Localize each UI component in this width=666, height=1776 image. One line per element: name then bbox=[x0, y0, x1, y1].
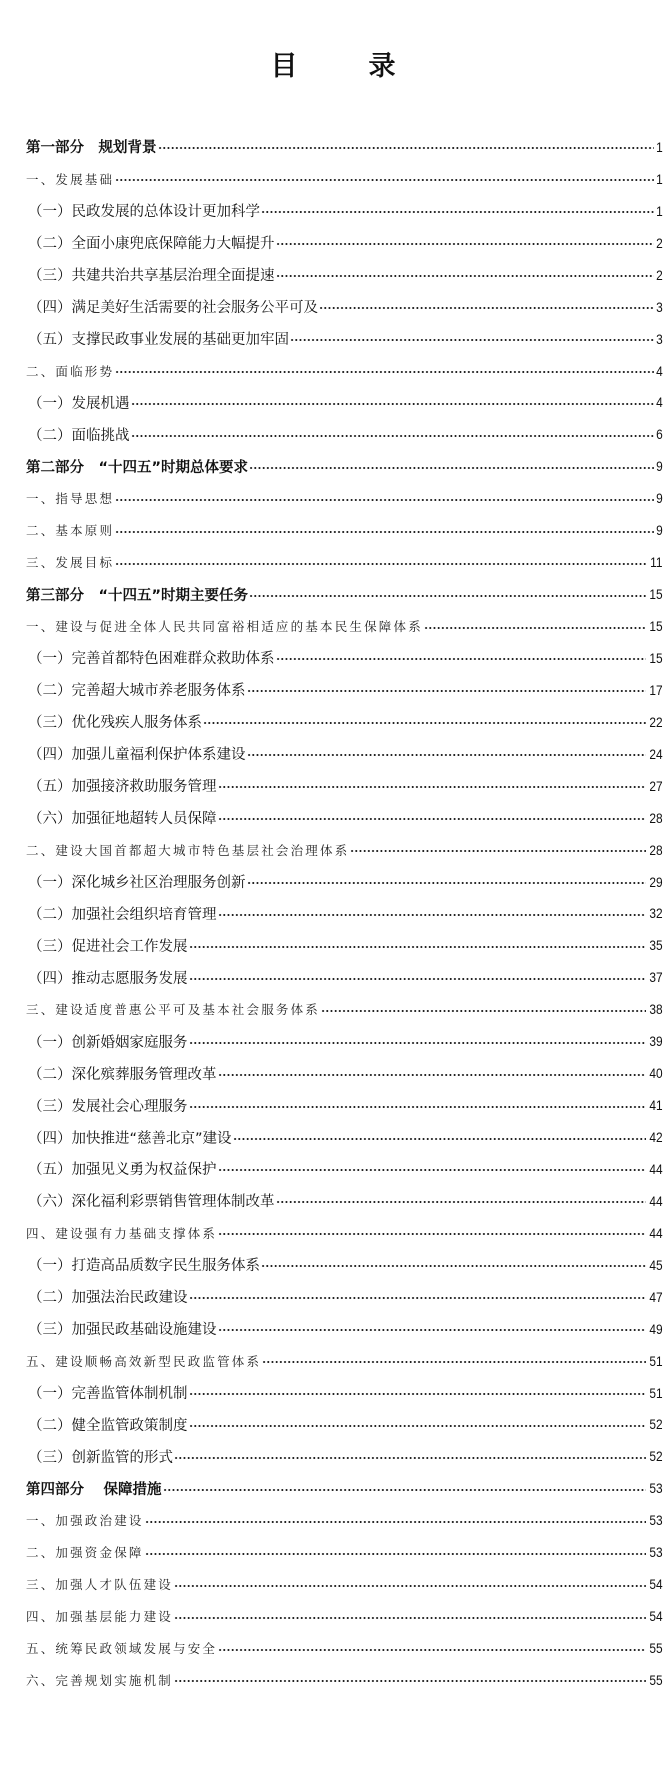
toc-entry-label: 三、加强人才队伍建设 bbox=[26, 1577, 174, 1593]
toc-entry-sub[interactable] bbox=[26, 227, 663, 259]
toc-entry-page-number: 53 bbox=[649, 1512, 663, 1529]
dot-leader bbox=[262, 1361, 646, 1363]
dot-leader bbox=[424, 627, 647, 629]
toc-entry-page-number: 51 bbox=[649, 1384, 663, 1401]
toc-entry-sub[interactable] bbox=[26, 961, 663, 993]
toc-entry-label: （三）共建共治共享基层治理全面提速 bbox=[28, 268, 275, 285]
dot-leader bbox=[189, 1042, 647, 1044]
toc-entry-sub[interactable] bbox=[26, 1281, 663, 1313]
toc-entry-section[interactable] bbox=[26, 1600, 663, 1632]
toc-entry-section[interactable] bbox=[26, 1664, 663, 1696]
toc-entry-label: （三）优化残疾人服务体系 bbox=[28, 715, 202, 732]
toc-entry-section[interactable] bbox=[26, 1504, 663, 1536]
toc-entry-label: （五）加强见义勇为权益保护 bbox=[28, 1162, 217, 1179]
toc-entry-page-number: 9 bbox=[656, 522, 663, 539]
dot-leader bbox=[290, 339, 654, 341]
dot-leader bbox=[218, 1233, 646, 1235]
toc-entry-page-number: 35 bbox=[649, 937, 663, 954]
toc-entry-label: （二）全面小康兜底保障能力大幅提升 bbox=[28, 236, 275, 253]
toc-entry-label: （一）创新婚姻家庭服务 bbox=[28, 1034, 188, 1051]
toc-entry-page-number: 9 bbox=[656, 490, 663, 507]
toc-entry-label: 二、建设大国首都超大城市特色基层社会治理体系 bbox=[26, 842, 350, 858]
toc-entry-page-number: 49 bbox=[649, 1320, 663, 1337]
dot-leader bbox=[218, 818, 647, 820]
dot-leader bbox=[174, 1617, 646, 1619]
toc-entry-page-number: 15 bbox=[649, 649, 663, 666]
dot-leader bbox=[249, 467, 654, 469]
toc-entry-page-number: 42 bbox=[649, 1129, 663, 1146]
toc-entry-section[interactable] bbox=[26, 1568, 663, 1600]
toc-entry-sub[interactable] bbox=[26, 1153, 663, 1185]
toc-entry-section[interactable] bbox=[26, 482, 663, 514]
toc-entry-label: （二）面临挑战 bbox=[28, 427, 130, 444]
dot-leader bbox=[115, 563, 647, 565]
toc-entry-sub[interactable] bbox=[26, 323, 663, 355]
toc-entry-label: （二）完善超大城市养老服务体系 bbox=[28, 683, 246, 700]
toc-entry-label: （三）促进社会工作发展 bbox=[28, 938, 188, 955]
dot-leader bbox=[218, 1329, 647, 1331]
toc-entry-sub[interactable] bbox=[26, 1377, 663, 1409]
dot-leader bbox=[189, 978, 647, 980]
toc-entry-label: 第四部分 保障措施 bbox=[26, 1481, 162, 1498]
toc-entry-label: 一、发展基础 bbox=[26, 171, 115, 187]
toc-entry-page-number: 3 bbox=[656, 330, 663, 347]
toc-entry-page-number: 54 bbox=[649, 1576, 663, 1593]
toc-entry-section[interactable] bbox=[26, 610, 663, 642]
dot-leader bbox=[189, 946, 647, 948]
toc-entry-page-number: 11 bbox=[650, 554, 663, 571]
toc-entry-label: 一、指导思想 bbox=[26, 491, 115, 507]
toc-entry-section[interactable] bbox=[26, 355, 663, 387]
dot-leader bbox=[350, 850, 646, 852]
toc-entry-page-number: 37 bbox=[649, 969, 663, 986]
toc-entry-label: （四）加快推进“慈善北京”建设 bbox=[28, 1130, 232, 1147]
toc-entry-page-number: 3 bbox=[656, 298, 663, 315]
toc-entry-page-number: 4 bbox=[656, 362, 663, 379]
toc-entry-sub[interactable] bbox=[26, 1409, 663, 1441]
toc-entry-sub[interactable] bbox=[26, 1025, 663, 1057]
dot-leader bbox=[163, 1489, 647, 1491]
dot-leader bbox=[218, 1169, 647, 1171]
toc-entry-label: 第二部分 “十四五”时期总体要求 bbox=[26, 459, 249, 476]
dot-leader bbox=[131, 435, 655, 437]
dot-leader bbox=[247, 690, 647, 692]
dot-leader bbox=[249, 595, 646, 597]
toc-entry-page-number: 55 bbox=[649, 1671, 663, 1688]
toc-entry-page-number: 15 bbox=[649, 586, 663, 603]
toc-entry-label: （四）满足美好生活需要的社会服务公平可及 bbox=[28, 300, 318, 317]
toc-entry-label: （二）健全监管政策制度 bbox=[28, 1417, 188, 1434]
toc-entry-sub[interactable] bbox=[26, 1313, 663, 1345]
toc-entry-sub[interactable] bbox=[26, 674, 663, 706]
dot-leader bbox=[276, 243, 655, 245]
toc-entry-page-number: 52 bbox=[649, 1448, 663, 1465]
toc-entry-section[interactable] bbox=[26, 514, 663, 546]
dot-leader bbox=[189, 1297, 647, 1299]
toc-entry-label: （一）完善监管体制机制 bbox=[28, 1386, 188, 1403]
toc-entry-page-number: 17 bbox=[649, 681, 663, 698]
toc-entry-page-number: 32 bbox=[649, 905, 663, 922]
toc-entry-section[interactable] bbox=[26, 1632, 663, 1664]
toc-entry-label: （一）打造高品质数字民生服务体系 bbox=[28, 1258, 260, 1275]
toc-entry-page-number: 29 bbox=[649, 873, 663, 890]
toc-entry-label: 二、基本原则 bbox=[26, 523, 115, 539]
dot-leader bbox=[115, 179, 654, 181]
toc-entry-label: （六）加强征地超转人员保障 bbox=[28, 811, 217, 828]
dot-leader bbox=[145, 1553, 647, 1555]
dot-leader bbox=[261, 211, 654, 213]
toc-entry-sub[interactable] bbox=[26, 195, 663, 227]
toc-entry-label: （二）深化殡葬服务管理改革 bbox=[28, 1066, 217, 1083]
toc-entry-label: 一、加强政治建设 bbox=[26, 1513, 144, 1529]
toc-entry-page-number: 52 bbox=[649, 1416, 663, 1433]
toc-entry-sub[interactable] bbox=[26, 866, 663, 898]
toc-entry-label: （一）深化城乡社区治理服务创新 bbox=[28, 875, 246, 892]
dot-leader bbox=[131, 403, 655, 405]
toc-entry-page-number: 53 bbox=[649, 1480, 663, 1497]
toc-entry-part[interactable] bbox=[26, 578, 663, 610]
toc-entry-label: 二、面临形势 bbox=[26, 363, 115, 379]
dot-leader bbox=[319, 307, 654, 309]
toc-entry-page-number: 51 bbox=[649, 1352, 663, 1369]
toc-entry-label: （二）加强社会组织培育管理 bbox=[28, 906, 217, 923]
toc-entry-page-number: 39 bbox=[649, 1033, 663, 1050]
toc-entry-section[interactable] bbox=[26, 1217, 663, 1249]
dot-leader bbox=[145, 1521, 647, 1523]
toc-entry-sub[interactable] bbox=[26, 387, 663, 419]
toc-entry-page-number: 41 bbox=[649, 1097, 663, 1114]
toc-entry-page-number: 15 bbox=[649, 618, 663, 635]
toc-entry-label: 第三部分 “十四五”时期主要任务 bbox=[26, 587, 249, 604]
toc-entry-page-number: 55 bbox=[649, 1640, 663, 1657]
toc-entry-sub[interactable] bbox=[26, 706, 663, 738]
toc-entry-sub[interactable] bbox=[26, 738, 663, 770]
toc-entry-label: 四、加强基层能力建设 bbox=[26, 1609, 174, 1625]
toc-entry-section[interactable] bbox=[26, 546, 663, 578]
toc-entry-section[interactable] bbox=[26, 1536, 663, 1568]
toc-entry-page-number: 2 bbox=[656, 234, 663, 251]
toc-entry-sub[interactable] bbox=[26, 1185, 663, 1217]
toc-entry-sub[interactable] bbox=[26, 770, 663, 802]
toc-entry-section[interactable] bbox=[26, 993, 663, 1025]
toc-entry-page-number: 54 bbox=[649, 1608, 663, 1625]
toc-entry-label: （六）深化福利彩票销售管理体制改革 bbox=[28, 1194, 275, 1211]
toc-entry-label: 六、完善规划实施机制 bbox=[26, 1672, 174, 1688]
dot-leader bbox=[247, 754, 647, 756]
table-of-contents bbox=[26, 131, 663, 1696]
page-title: 目 录 bbox=[270, 51, 418, 82]
toc-entry-sub[interactable] bbox=[26, 1121, 663, 1153]
dot-leader bbox=[189, 1106, 647, 1108]
toc-entry-label: （四）加强儿童福利保护体系建设 bbox=[28, 747, 246, 764]
toc-entry-sub[interactable] bbox=[26, 418, 663, 450]
toc-entry-page-number: 47 bbox=[649, 1288, 663, 1305]
toc-entry-label: 三、建设适度普惠公平可及基本社会服务体系 bbox=[26, 1002, 321, 1018]
toc-entry-page-number: 44 bbox=[649, 1224, 663, 1241]
toc-entry-page-number: 45 bbox=[649, 1256, 663, 1273]
toc-entry-page-number: 27 bbox=[649, 777, 663, 794]
toc-entry-label: （三）创新监管的形式 bbox=[28, 1449, 173, 1466]
toc-entry-sub[interactable] bbox=[26, 929, 663, 961]
toc-entry-page-number: 28 bbox=[649, 809, 663, 826]
toc-entry-sub[interactable] bbox=[26, 802, 663, 834]
toc-entry-sub[interactable] bbox=[26, 1249, 663, 1281]
dot-leader bbox=[115, 499, 654, 501]
toc-entry-page-number: 24 bbox=[649, 745, 663, 762]
toc-entry-label: （五）加强接济救助服务管理 bbox=[28, 779, 217, 796]
toc-entry-sub[interactable] bbox=[26, 642, 663, 674]
dot-leader bbox=[261, 1265, 646, 1267]
dot-leader bbox=[218, 786, 647, 788]
dot-leader bbox=[218, 1074, 647, 1076]
toc-entry-sub[interactable] bbox=[26, 898, 663, 930]
dot-leader bbox=[218, 914, 647, 916]
toc-entry-page-number: 53 bbox=[649, 1544, 663, 1561]
toc-entry-page-number: 22 bbox=[649, 713, 663, 730]
toc-entry-part[interactable] bbox=[26, 1472, 663, 1504]
toc-entry-sub[interactable] bbox=[26, 1089, 663, 1121]
dot-leader bbox=[115, 531, 654, 533]
toc-entry-sub[interactable] bbox=[26, 259, 663, 291]
toc-entry-page-number: 6 bbox=[656, 426, 663, 443]
toc-entry-sub[interactable] bbox=[26, 1057, 663, 1089]
toc-entry-label: 五、建设顺畅高效新型民政监管体系 bbox=[26, 1353, 262, 1369]
toc-entry-page-number: 28 bbox=[649, 841, 663, 858]
dot-leader bbox=[276, 275, 655, 277]
toc-entry-label: （三）发展社会心理服务 bbox=[28, 1098, 188, 1115]
dot-leader bbox=[247, 882, 647, 884]
toc-entry-page-number: 38 bbox=[649, 1001, 663, 1018]
toc-entry-part[interactable] bbox=[26, 131, 663, 163]
toc-entry-page-number: 4 bbox=[656, 394, 663, 411]
toc-entry-page-number: 1 bbox=[656, 202, 663, 219]
dot-leader bbox=[115, 371, 654, 373]
dot-leader bbox=[233, 1138, 647, 1140]
toc-entry-page-number: 40 bbox=[649, 1065, 663, 1082]
dot-leader bbox=[218, 1649, 646, 1651]
toc-entry-label: （四）推动志愿服务发展 bbox=[28, 970, 188, 987]
toc-entry-label: （一）民政发展的总体设计更加科学 bbox=[28, 204, 260, 221]
toc-entry-label: （二）加强法治民政建设 bbox=[28, 1290, 188, 1307]
toc-entry-label: 五、统筹民政领域发展与安全 bbox=[26, 1641, 218, 1657]
dot-leader bbox=[174, 1457, 646, 1459]
toc-entry-label: （一）发展机遇 bbox=[28, 395, 130, 412]
toc-entry-label: （五）支撑民政事业发展的基础更加牢固 bbox=[28, 332, 289, 349]
dot-leader bbox=[189, 1425, 647, 1427]
toc-entry-section[interactable] bbox=[26, 834, 663, 866]
toc-entry-page-number: 1 bbox=[656, 170, 663, 187]
dot-leader bbox=[276, 658, 647, 660]
toc-entry-page-number: 44 bbox=[649, 1192, 663, 1209]
dot-leader bbox=[189, 1393, 647, 1395]
toc-entry-section[interactable] bbox=[26, 163, 663, 195]
toc-entry-label: 三、发展目标 bbox=[26, 555, 115, 571]
toc-entry-section[interactable] bbox=[26, 1345, 663, 1377]
dot-leader bbox=[203, 722, 646, 724]
toc-entry-label: （一）完善首都特色困难群众救助体系 bbox=[28, 651, 275, 668]
toc-entry-label: 四、建设强有力基础支撑体系 bbox=[26, 1225, 218, 1241]
toc-entry-page-number: 1 bbox=[656, 138, 663, 155]
toc-entry-label: 二、加强资金保障 bbox=[26, 1545, 144, 1561]
toc-entry-sub[interactable] bbox=[26, 291, 663, 323]
toc-entry-part[interactable] bbox=[26, 450, 663, 482]
toc-entry-label: （三）加强民政基础设施建设 bbox=[28, 1322, 217, 1339]
dot-leader bbox=[174, 1585, 646, 1587]
dot-leader bbox=[174, 1680, 646, 1682]
toc-entry-page-number: 2 bbox=[656, 266, 663, 283]
toc-entry-label: 一、建设与促进全体人民共同富裕相适应的基本民生保障体系 bbox=[26, 619, 423, 635]
toc-entry-page-number: 44 bbox=[649, 1160, 663, 1177]
dot-leader bbox=[321, 1010, 646, 1012]
toc-entry-page-number: 9 bbox=[656, 458, 663, 475]
toc-entry-label: 第一部分 规划背景 bbox=[26, 140, 157, 157]
dot-leader bbox=[276, 1201, 647, 1203]
dot-leader bbox=[158, 147, 655, 149]
toc-entry-sub[interactable] bbox=[26, 1440, 663, 1472]
